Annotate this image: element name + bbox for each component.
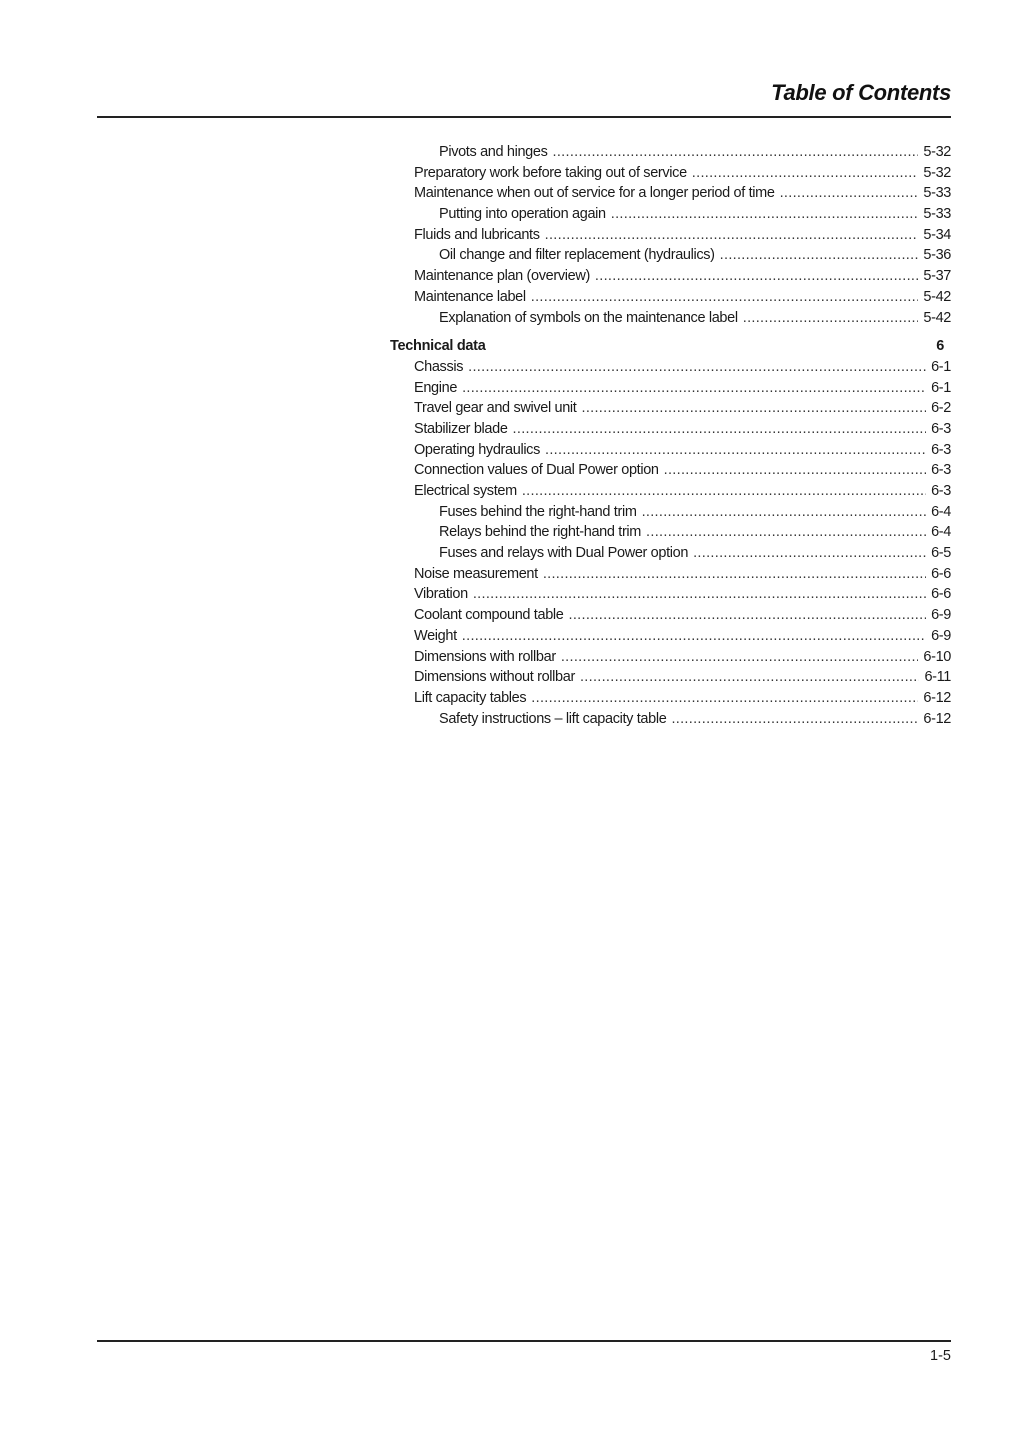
toc-entry[interactable] [390, 626, 956, 647]
toc-dot-leader [720, 245, 919, 266]
toc-entry-label: Explanation of symbols on the maintenance label [439, 309, 738, 326]
toc-dot-leader [531, 688, 918, 709]
toc-entry-page: 6-11 [924, 669, 951, 686]
toc-entry-page: 6-1 [931, 358, 951, 375]
toc-entry[interactable] [390, 204, 956, 225]
toc-entry[interactable] [390, 543, 956, 564]
toc-dot-leader [581, 398, 926, 419]
toc-entry-page: 6-1 [931, 379, 951, 396]
toc-dot-leader [646, 522, 926, 543]
toc-entry[interactable] [390, 709, 956, 730]
toc-group-technical-data [390, 357, 956, 729]
toc-dot-leader [462, 626, 926, 647]
toc-dot-leader [553, 142, 919, 163]
toc-entry-page: 6-12 [923, 710, 951, 727]
toc-entry-page: 6-3 [931, 420, 951, 437]
section-heading-technical-data[interactable] [390, 336, 956, 357]
toc-dot-leader [513, 419, 927, 440]
toc-entry-label: Fluids and lubricants [414, 226, 540, 243]
toc-entry[interactable] [390, 142, 956, 163]
toc-entry[interactable] [390, 266, 956, 287]
toc-dot-leader [780, 183, 919, 204]
toc-entry-label: Fuses behind the right-hand trim [439, 503, 637, 520]
toc-entry-label: Lift capacity tables [414, 689, 527, 706]
toc-entry-label: Dimensions without rollbar [414, 669, 575, 686]
toc-entry-page: 5-34 [923, 226, 951, 243]
toc-dot-leader [671, 709, 918, 730]
toc-dot-leader [468, 357, 926, 378]
toc-entry[interactable] [390, 667, 956, 688]
toc-dot-leader [569, 605, 927, 626]
toc-entry-page: 6-4 [931, 503, 951, 520]
toc-entry-page: 6-9 [931, 607, 951, 624]
toc-dot-leader [595, 266, 918, 287]
section-number: 6 [936, 338, 944, 355]
toc-entry-page: 6-3 [931, 483, 951, 499]
toc-group-maintenance [390, 142, 956, 328]
toc-dot-leader [743, 308, 919, 329]
section-title: Technical data [390, 338, 486, 355]
toc-dot-leader [543, 564, 926, 585]
toc-entry[interactable] [390, 605, 956, 626]
toc-entry[interactable] [390, 502, 956, 523]
table-of-contents [390, 142, 956, 729]
header-rule [97, 116, 951, 118]
toc-entry[interactable] [390, 440, 956, 461]
toc-entry[interactable] [390, 225, 956, 246]
toc-entry-page: 6-4 [931, 524, 951, 541]
toc-entry-label: Engine [414, 379, 458, 396]
toc-entry-label: Preparatory work before taking out of service [414, 164, 687, 181]
toc-entry[interactable] [390, 647, 956, 668]
toc-entry[interactable] [390, 287, 956, 308]
toc-entry-label: Oil change and filter replacement (hydraulics) [439, 247, 715, 264]
toc-entry[interactable] [390, 584, 956, 605]
toc-entry-label: Safety instructions – lift capacity table [439, 710, 667, 727]
footer-rule [97, 1340, 951, 1342]
toc-entry[interactable] [390, 308, 956, 329]
toc-entry[interactable] [390, 460, 956, 481]
toc-dot-leader [642, 502, 927, 523]
toc-entry-label: Maintenance when out of service for a longer period of time [414, 185, 775, 202]
toc-entry-page: 5-32 [923, 164, 951, 181]
toc-entry[interactable] [390, 398, 956, 419]
toc-entry-label: Maintenance plan (overview) [414, 268, 590, 285]
toc-entry[interactable] [390, 163, 956, 184]
toc-entry-page: 5-32 [923, 144, 951, 160]
toc-dot-leader [580, 667, 920, 688]
toc-entry-page: 6-2 [931, 400, 951, 417]
toc-entry[interactable] [390, 378, 956, 399]
toc-dot-leader [473, 584, 926, 605]
toc-entry-label: Travel gear and swivel unit [414, 400, 577, 417]
toc-entry-label: Connection values of Dual Power option [414, 462, 659, 479]
toc-entry-label: Chassis [414, 358, 464, 375]
toc-entry[interactable] [390, 522, 956, 543]
toc-entry-page: 5-33 [923, 206, 951, 223]
toc-entry-label: Fuses and relays with Dual Power option [439, 545, 689, 562]
toc-entry[interactable] [390, 481, 956, 502]
toc-entry[interactable] [390, 357, 956, 378]
toc-entry-label: Pivots and hinges [439, 144, 548, 160]
toc-dot-leader [664, 460, 926, 481]
footer-page-number: 1-5 [930, 1348, 951, 1364]
toc-entry-label: Maintenance label [414, 288, 526, 305]
toc-entry-label: Vibration [414, 586, 468, 603]
toc-dot-leader [531, 287, 919, 308]
toc-entry-label: Stabilizer blade [414, 420, 508, 437]
toc-entry-page: 6-3 [931, 441, 951, 458]
toc-dot-leader [611, 204, 919, 225]
toc-entry-page: 6-6 [931, 586, 951, 603]
toc-dot-leader [462, 378, 926, 399]
toc-entry-page: 6-5 [931, 545, 951, 562]
toc-entry-page: 5-33 [923, 185, 951, 202]
toc-entry-label: Putting into operation again [439, 206, 606, 223]
toc-entry[interactable] [390, 564, 956, 585]
toc-dot-leader [545, 440, 926, 461]
toc-entry-label: Coolant compound table [414, 607, 564, 624]
toc-dot-leader [693, 543, 926, 564]
toc-dot-leader [545, 225, 919, 246]
toc-entry[interactable] [390, 419, 956, 440]
toc-entry-page: 5-36 [923, 247, 951, 264]
toc-entry-page: 6-10 [923, 648, 951, 665]
toc-entry-page: 6-3 [931, 462, 951, 479]
toc-entry-page: 5-42 [923, 288, 951, 305]
toc-entry-label: Relays behind the right-hand trim [439, 524, 642, 541]
toc-entry-label: Dimensions with rollbar [414, 648, 556, 665]
toc-entry-page: 5-42 [923, 309, 951, 326]
toc-entry[interactable] [390, 688, 956, 709]
toc-dot-leader [692, 163, 919, 184]
toc-dot-leader [561, 647, 919, 668]
toc-entry-page: 6-6 [931, 565, 951, 582]
toc-entry-page: 6-9 [931, 627, 951, 644]
toc-entry-page: 6-12 [923, 689, 951, 706]
page-title: Table of Contents [771, 80, 951, 105]
toc-entry[interactable] [390, 245, 956, 266]
toc-dot-leader [522, 481, 926, 502]
toc-entry-page: 5-37 [923, 268, 951, 285]
toc-entry-label: Weight [414, 627, 457, 644]
toc-entry-label: Electrical system [414, 483, 517, 499]
toc-entry-label: Operating hydraulics [414, 441, 540, 458]
toc-entry[interactable] [390, 183, 956, 204]
toc-entry-label: Noise measurement [414, 565, 538, 582]
